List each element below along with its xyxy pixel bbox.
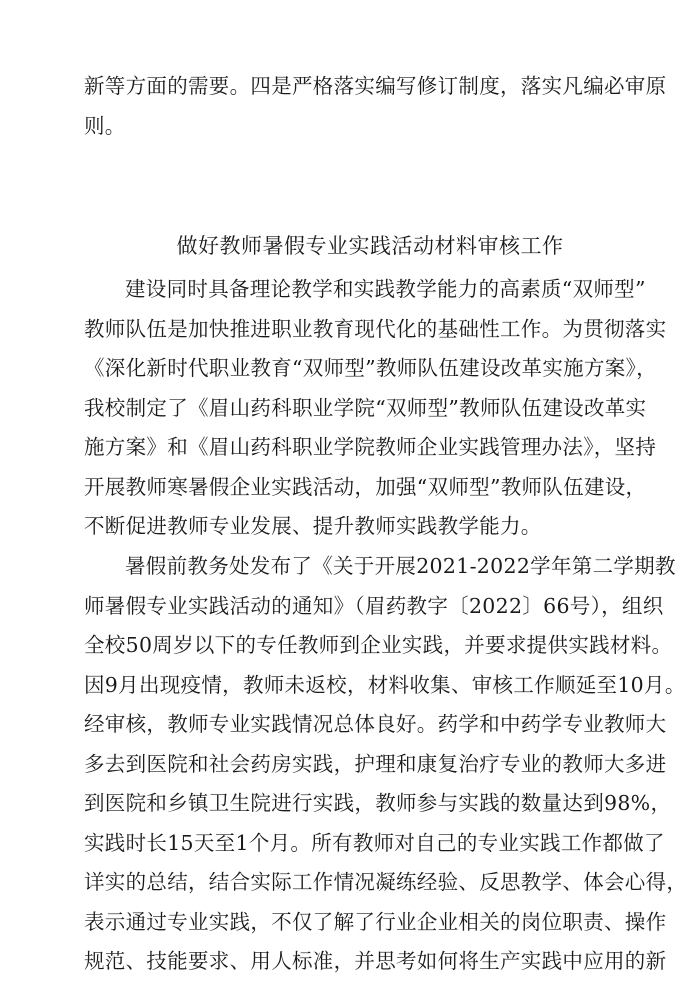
text-line: 开展教师寒暑假企业实践活动，加强“双师型”教师队伍建设，	[84, 475, 647, 499]
text-line: 实践时长15天至1个月。所有教师对自己的专业实践工作都做了	[84, 831, 665, 855]
text-line: 表示通过专业实践，不仅了解了行业企业相关的岗位职责、操作	[84, 910, 667, 934]
text-line: 则。	[84, 114, 126, 138]
text-line: 到医院和乡镇卫生院进行实践，教师参与实践的数量达到98%，	[84, 791, 672, 815]
text-line: 建设同时具备理论教学和实践教学能力的高素质“双师型”	[125, 277, 646, 301]
text-line: 新等方面的需要。四是严格落实编写修订制度，落实凡编必审原	[84, 74, 667, 98]
text-line: 我校制定了《眉山药科职业学院“双师型”教师队伍建设改革实	[84, 396, 647, 420]
text-line: 因9月出现疫情，教师未返校，材料收集、审核工作顺延至10月。	[84, 673, 686, 697]
text-line: 施方案》和《眉山药科职业学院教师企业实践管理办法》，坚持	[84, 435, 657, 459]
text-line: 教师队伍是加快推进职业教育现代化的基础性工作。为贯彻落实	[84, 317, 667, 341]
text-line: 经审核，教师专业实践情况总体良好。药学和中药学专业教师大	[84, 712, 667, 736]
text-line: 全校50周岁以下的专任教师到企业实践，并要求提供实践材料。	[84, 633, 673, 657]
text-line: 不断促进教师专业发展、提升教师实践教学能力。	[84, 514, 542, 538]
text-line: 多去到医院和社会药房实践，护理和康复治疗专业的教师大多进	[84, 752, 667, 776]
text-line: 暑假前教务处发布了《关于开展2021-2022学年第二学期教	[125, 554, 676, 578]
text-line: 师暑假专业实践活动的通知》（眉药教字〔2022〕66号），组织	[84, 594, 664, 618]
text-line: 《深化新时代职业教育“双师型”教师队伍建设改革实施方案》，	[84, 356, 657, 380]
article-title: 做好教师暑假专业实践活动材料审核工作	[176, 234, 564, 258]
text-line: 规范、技能要求、用人标准，并思考如何将生产实践中应用的新	[84, 949, 667, 973]
text-line: 详实的总结，结合实际工作情况凝练经验、反思教学、体会心得，	[84, 870, 688, 894]
